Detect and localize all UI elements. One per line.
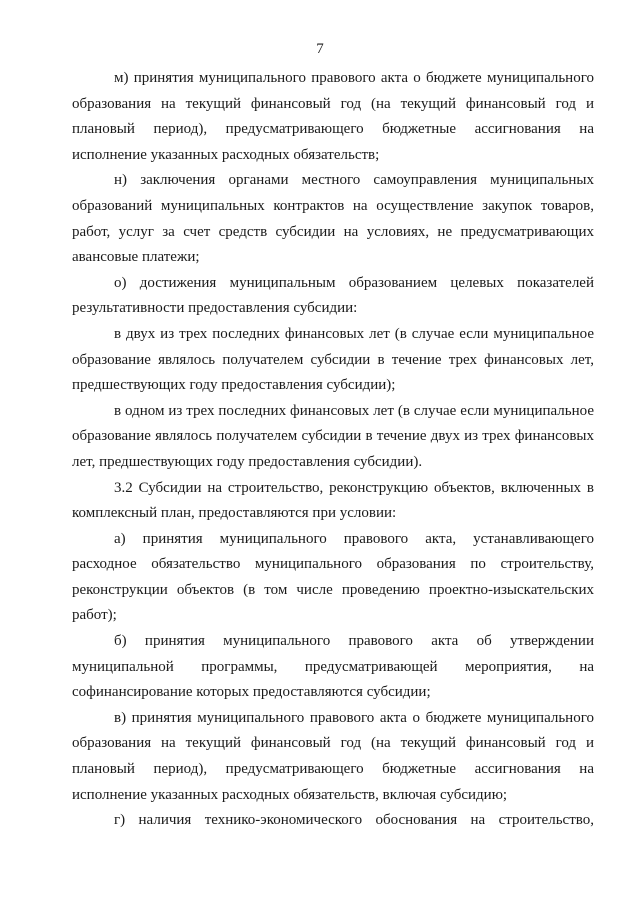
paragraph-n: н) заключения органами местного самоуправления муниципальных образований муниципальных контрактов на осуществление закупок товаров, работ, услуг за счет средств субсидии на условиях, не предусматривающих авансовые платежи; bbox=[72, 172, 594, 266]
paragraph-3-2: 3.2 Субсидии на строительство, реконструкцию объектов, включенных в комплексный план, предоставляются при условии: bbox=[72, 479, 594, 522]
paragraph-g: г) наличия технико-экономического обоснования на строительство, bbox=[114, 812, 594, 829]
paragraph-a: а) принятия муниципального правового акта, устанавливающего расходное обязательство муниципального образования по строительству, реконструкции объектов (в том числе проведению проектно-изыскательских работ); bbox=[72, 530, 594, 624]
paragraph-b: б) принятия муниципального правового акта об утверждении муниципальной программы, предусматривающей мероприятия, на софинансирование которых предоставляются субсидии; bbox=[72, 633, 594, 701]
paragraph-m: м) принятия муниципального правового акта о бюджете муниципального образования на текущий финансовый год (на текущий финансовый год и плановый период), предусматривающего бюджетные ассигнования на исполнение указанных расходных обязательств; bbox=[72, 70, 594, 163]
paragraph-o: о) достижения муниципальным образованием целевых показателей результативности предоставления субсидии: bbox=[72, 274, 594, 317]
document-body bbox=[72, 66, 594, 834]
paragraph-o-one-of-three: в одном из трех последних финансовых лет (в случае если муниципальное образование являлось получателем субсидии в течение двух из трех финансовых лет, предшествующих году предоставления субсидии). bbox=[72, 402, 594, 470]
paragraph-o-two-of-three: в двух из трех последних финансовых лет (в случае если муниципальное образование являлось получателем субсидии в течение трех финансовых лет, предшествующих году предоставления субсидии); bbox=[72, 325, 594, 394]
page-number: 7 bbox=[316, 41, 324, 57]
paragraph-v: в) принятия муниципального правового акта о бюджете муниципального образования на текущий финансовый год (на текущий финансовый год и плановый период), предусматривающего бюджетные ассигнования на исполнение указанных расходных обязательств, включая субсидию; bbox=[72, 709, 594, 803]
